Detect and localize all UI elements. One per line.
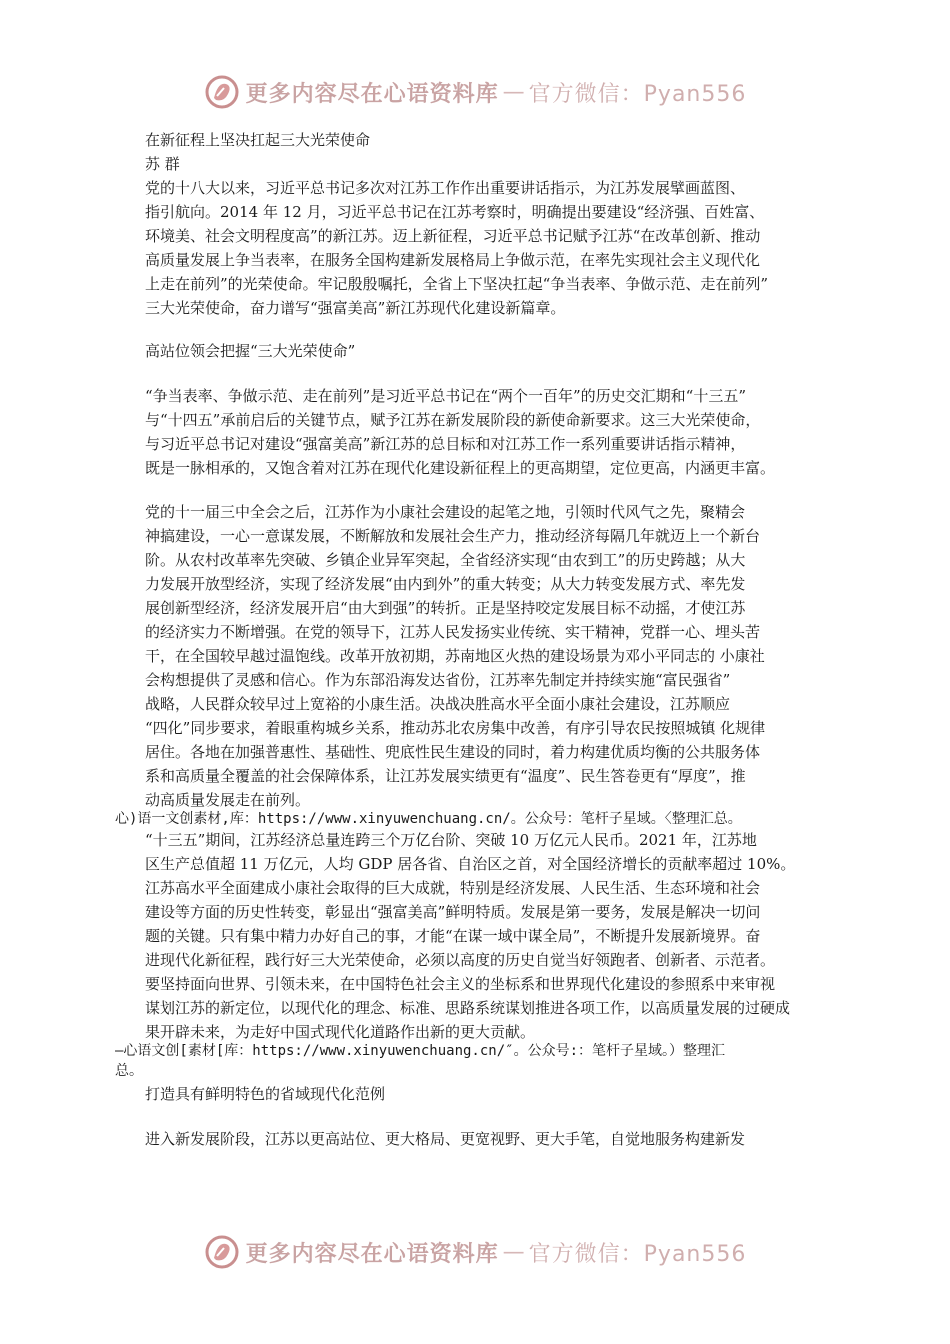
paragraph-line: 环境美、社会文明程度高”的新江苏。迈上新征程，习近平总书记赋予江苏“在改革创新、推动 — [145, 227, 761, 245]
banner-text: 更多内容尽在心语资料库 — [245, 81, 499, 107]
header-banner — [0, 72, 950, 112]
paragraph-line: “争当表率、争做示范、走在前列”是习近平总书记在“两个一百年”的历史交汇期和“十三五” — [145, 387, 747, 405]
paragraph-line: “四化”同步要求，着眼重构城乡关系，推动苏北农房集中改善，有序引导农民按照城镇 化规律 — [145, 719, 766, 737]
source-note: 心)语一文创素材,库：https://www.xinyuwenchuang.cn/。公众号：笔杆子星域。〈整理汇总。 — [115, 811, 742, 827]
paragraph-line: 建设等方面的历史性转变，彰显出“强富美高”鲜明特质。发展是第一要务，发展是解决一切问 — [145, 903, 761, 921]
source-note: —心语文创[素材[库：https://www.xinyuwenchuang.cn/″。公众号:：笔杆子星域。）整理汇 — [115, 1043, 726, 1059]
paragraph-line: 与“十四五”承前启后的关键节点，赋予江苏在新发展阶段的新使命新要求。这三大光荣使命， — [145, 411, 761, 429]
paragraph-line: 系和高质量全覆盖的社会保障体系，让江苏发展实绩更有“温度”、民生答卷更有“厚度”，推 — [145, 767, 746, 785]
section-heading: 高站位领会把握“三大光荣使命” — [145, 342, 356, 360]
paragraph-line: 上走在前列”的光荣使命。牢记殷殷嘱托，全省上下坚决扛起“争当表率、争做示范、走在前列” — [145, 275, 769, 293]
source-note: 总。 — [115, 1063, 143, 1079]
paragraph-line: 党的十八大以来，习近平总书记多次对江苏工作作出重要讲话指示，为江苏发展擘画蓝图、 — [145, 179, 746, 197]
paragraph-line: 区生产总值超 11 万亿元，人均 GDP 居各省、自治区之首，对全国经济增长的贡献率超过 10%。 — [145, 855, 796, 873]
paragraph-line: 党的十一届三中全会之后，江苏作为小康社会建设的起笔之地，引领时代风气之先，聚精会 — [145, 503, 746, 521]
banner-separator: — — [502, 1239, 525, 1265]
paragraph-line: 题的关键。只有集中精力办好自己的事，才能“在谋一域中谋全局”，不断提升发展新境界。奋 — [145, 927, 761, 945]
paragraph-line: 江苏高水平全面建成小康社会取得的巨大成就，特别是经济发展、人民生活、生态环境和社会 — [145, 879, 761, 897]
logo-icon — [204, 74, 240, 110]
paragraph-line: 战略，人民群众较早过上宽裕的小康生活。决战决胜高水平全面小康社会建设，江苏顺应 — [145, 695, 731, 713]
banner-text: 更多内容尽在心语资料库 — [245, 1241, 499, 1267]
paragraph-line: 会构想提供了灵感和信心。作为东部沿海发达省份，江苏率先制定并持续实施“富民强省” — [145, 671, 731, 689]
paragraph-line: 果开辟未来，为走好中国式现代化道路作出新的更大贡献。 — [145, 1023, 536, 1041]
paragraph-line: 的经济实力不断增强。在党的领导下，江苏人民发扬实业传统、实干精神，党群一心、埋头苦 — [145, 623, 761, 641]
logo-icon — [204, 1234, 240, 1270]
banner-wechat: 官方微信：Pyan556 — [528, 81, 747, 107]
paragraph-line: 既是一脉相承的，又饱含着对江苏在现代化建设新征程上的更高期望，定位更高，内涵更丰富。 — [145, 459, 776, 477]
paragraph-line: 要坚持面向世界、引领未来，在中国特色社会主义的坐标系和世界现代化建设的参照系中来审视 — [145, 975, 776, 993]
paragraph-line: 指引航向。2014 年 12 月，习近平总书记在江苏考察时，明确提出要建设“经济强、百姓富、 — [145, 203, 765, 221]
paragraph-line: 力发展开放型经济，实现了经济发展“由内到外”的重大转变；从大力转变发展方式、率先发 — [145, 575, 746, 593]
banner-wechat: 官方微信：Pyan556 — [528, 1241, 747, 1267]
paragraph-line: 神搞建设，一心一意谋发展，不断解放和发展社会生产力，推动经济每隔几年就迈上一个新台 — [145, 527, 761, 545]
article-title: 在新征程上坚决扛起三大光荣使命 — [145, 131, 371, 149]
paragraph-line: 居住。各地在加强普惠性、基础性、兜底性民生建设的同时，着力构建优质均衡的公共服务体 — [145, 743, 761, 761]
section-heading: 打造具有鲜明特色的省域现代化范例 — [145, 1085, 386, 1103]
footer-banner — [0, 1232, 950, 1272]
paragraph-line: 与习近平总书记对建设“强富美高”新江苏的总目标和对江苏工作一系列重要讲话指示精神， — [145, 435, 746, 453]
article-author: 苏 群 — [145, 155, 180, 173]
paragraph-line: 干，在全国较早越过温饱线。改革开放初期，苏南地区火热的建设场景为邓小平同志的 小康社 — [145, 647, 765, 665]
paragraph-line: 三大光荣使命，奋力谱写“强富美高”新江苏现代化建设新篇章。 — [145, 299, 566, 317]
paragraph-line: 阶。从农村改革率先突破、乡镇企业异军突起，全省经济实现“由农到工”的历史跨越；从大 — [145, 551, 746, 569]
paragraph-line: 动高质量发展走在前列。 — [145, 791, 311, 809]
paragraph-line: 高质量发展上争当表率，在服务全国构建新发展格局上争做示范，在率先实现社会主义现代化 — [145, 251, 761, 269]
paragraph-line: “十三五”期间，江苏经济总量连跨三个万亿台阶、突破 10 万亿元人民币。2021 年，江苏地 — [145, 831, 757, 849]
banner-separator: — — [502, 79, 525, 105]
paragraph-line: 进现代化新征程，践行好三大光荣使命，必须以高度的历史自觉当好领跑者、创新者、示范者。 — [145, 951, 776, 969]
paragraph-line: 展创新型经济，经济发展开启“由大到强”的转折。正是坚持咬定发展目标不动摇，才使江苏 — [145, 599, 746, 617]
paragraph-line: 进入新发展阶段，江苏以更高站位、更大格局、更宽视野、更大手笔，自觉地服务构建新发 — [145, 1130, 746, 1148]
paragraph-line: 谋划江苏的新定位，以现代化的理念、标准、思路系统谋划推进各项工作，以高质量发展的过硬成 — [145, 999, 791, 1017]
